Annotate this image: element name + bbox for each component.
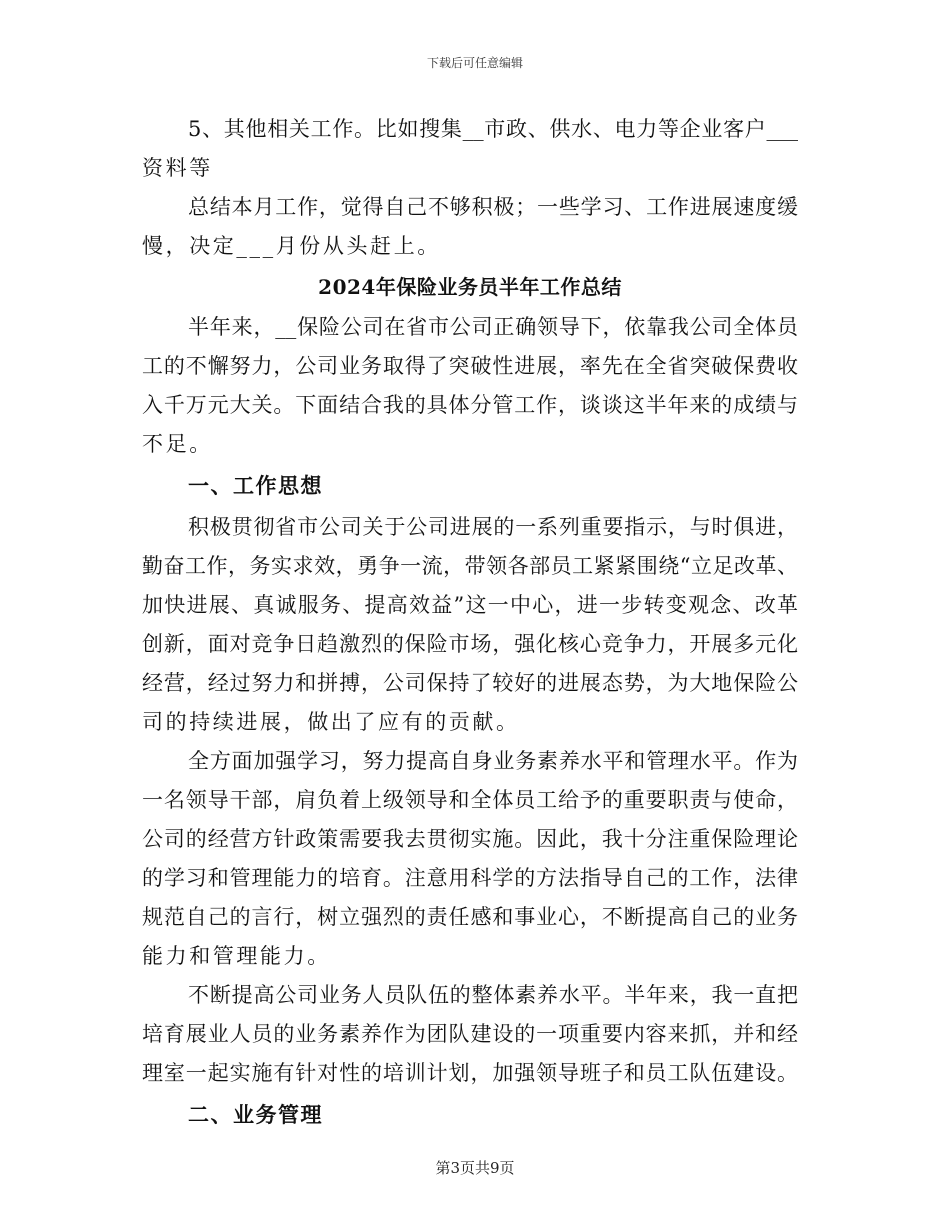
text-line: 入千万元大关。下面结合我的具体分管工作，谈谈这半年来的成绩与 <box>142 393 798 417</box>
text-line: 一名领导干部，肩负着上级领导和全体员工给予的重要职责与使命， <box>142 788 798 812</box>
text-line: 创新，面对竞争日趋激烈的保险市场，强化核心竞争力，开展多元化 <box>142 632 798 656</box>
text-line: 的学习和管理能力的培育。注意用科学的方法指导自己的工作，法律 <box>142 866 798 890</box>
paragraph-study <box>142 742 798 976</box>
text-line: 加快进展、真诚服务、提高效益”这一中心，进一步转变观念、改革 <box>142 593 798 617</box>
text-line: 勤奋工作，务实求效，勇争一流，带领各部员工紧紧围绕“立足改革、 <box>142 554 798 578</box>
section-heading-work-thought: 一、工作思想 <box>188 473 323 498</box>
text-line: 慢，决定___月份从头赶上。 <box>142 234 441 258</box>
text-line: 司的持续进展，做出了应有的贡献。 <box>142 710 520 734</box>
text-line: 积极贯彻省市公司关于公司进展的一系列重要指示，与时俱进， <box>188 515 798 539</box>
page-header-note: 下载后可任意编辑 <box>426 56 523 70</box>
paragraph-month-summary <box>142 188 798 266</box>
text-line: 规范自己的言行，树立强烈的责任感和事业心，不断提高自己的业务 <box>142 905 798 929</box>
text-line: 理室一起实施有针对性的培训计划，加强领导班子和员工队伍建设。 <box>142 1061 798 1085</box>
text-line: 经营，经过努力和拼搏，公司保持了较好的进展态势，为大地保险公 <box>142 671 798 695</box>
page-number: 第3页共9页 <box>435 1159 515 1177</box>
text-line: 工的不懈努力，公司业务取得了突破性进展，率先在全省突破保费收 <box>142 354 798 378</box>
text-line: 总结本月工作，觉得自己不够积极；一些学习、工作进展速度缓 <box>188 195 798 219</box>
text-line: 培育展业人员的业务素养作为团队建设的一项重要内容来抓，并和经 <box>142 1022 798 1046</box>
text-line: 不足。 <box>142 432 213 456</box>
paragraph-other-work <box>142 110 798 188</box>
paragraph-intro <box>142 308 798 464</box>
text-line: 资料等 <box>142 156 213 180</box>
text-line: 全方面加强学习，努力提高自身业务素养水平和管理水平。作为 <box>188 749 798 773</box>
text-line: 公司的经营方针政策需要我去贯彻实施。因此，我十分注重保险理论 <box>142 827 798 851</box>
paragraph-work-thought <box>142 508 798 742</box>
paragraph-team-quality <box>142 976 798 1093</box>
text-line: 不断提高公司业务人员队伍的整体素养水平。半年来，我一直把 <box>188 983 798 1007</box>
text-line: 5、其他相关工作。比如搜集__市政、供水、电力等企业客户___ <box>188 117 798 141</box>
text-line: 能力和管理能力。 <box>142 944 331 968</box>
text-line: 半年来，__保险公司在省市公司正确领导下，依靠我公司全体员 <box>188 315 798 339</box>
document-title: 2024年保险业务员半年工作总结 <box>318 275 622 299</box>
document-body <box>142 110 798 1137</box>
section-heading-business-management: 二、业务管理 <box>188 1102 323 1127</box>
